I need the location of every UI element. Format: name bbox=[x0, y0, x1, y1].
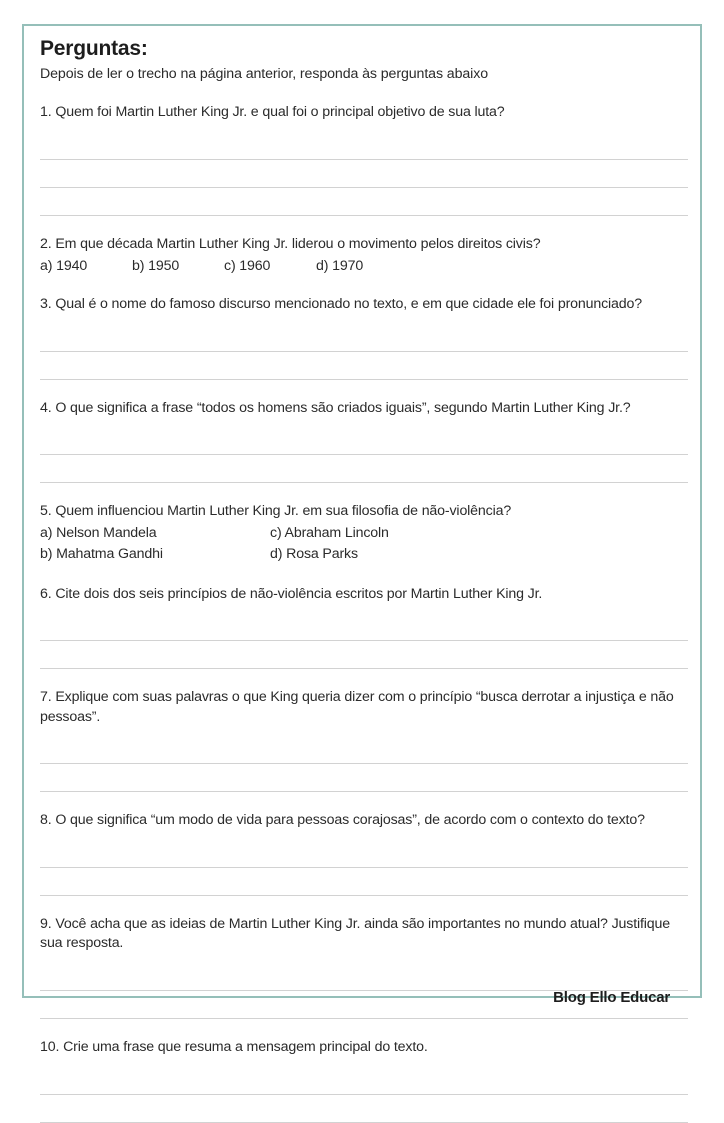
answer-option[interactable]: d) Rosa Parks bbox=[270, 546, 358, 563]
question-block bbox=[40, 502, 688, 565]
answer-line[interactable] bbox=[40, 1067, 688, 1095]
brand-label: Blog Ello Educar bbox=[553, 988, 670, 1006]
answer-options bbox=[40, 523, 688, 566]
question-text: 7. Explique com suas palavras o que King queria dizer com o princípio “busca derrotar a injustiça e não pessoas”. bbox=[40, 689, 674, 725]
answer-lines bbox=[40, 840, 688, 896]
question-text: 6. Cite dois dos seis princípios de não-violência escritos por Martin Luther King Jr. bbox=[40, 585, 543, 602]
answer-lines bbox=[40, 427, 688, 483]
question-block bbox=[40, 585, 688, 670]
answer-line[interactable] bbox=[40, 641, 688, 669]
answer-line[interactable] bbox=[40, 160, 688, 188]
answer-lines bbox=[40, 1067, 688, 1123]
answer-line[interactable] bbox=[40, 1095, 688, 1123]
answer-lines bbox=[40, 613, 688, 669]
question-block bbox=[40, 295, 688, 380]
answer-option-row bbox=[40, 523, 688, 544]
question-block bbox=[40, 399, 688, 484]
question-block bbox=[40, 688, 688, 792]
answer-option[interactable]: c) 1960 bbox=[224, 257, 271, 274]
question-text: 1. Quem foi Martin Luther King Jr. e qual foi o principal objetivo de sua luta? bbox=[40, 104, 505, 121]
worksheet-instructions: Depois de ler o trecho na página anterior, responda às perguntas abaixo bbox=[40, 66, 488, 83]
answer-lines bbox=[40, 324, 688, 380]
answer-line[interactable] bbox=[40, 840, 688, 868]
question-text: 10. Crie uma frase que resuma a mensagem principal do texto. bbox=[40, 1039, 428, 1056]
answer-line[interactable] bbox=[40, 455, 688, 483]
footer-rule-left bbox=[22, 996, 543, 998]
answer-line[interactable] bbox=[40, 427, 688, 455]
worksheet-content bbox=[40, 36, 688, 1123]
answer-lines bbox=[40, 736, 688, 792]
question-text: 2. Em que década Martin Luther King Jr. liderou o movimento pelos direitos civis? bbox=[40, 235, 541, 252]
question-block bbox=[40, 235, 688, 276]
question-text: 8. O que significa “um modo de vida para pessoas corajosas”, de acordo com o contexto do texto? bbox=[40, 812, 645, 829]
question-text: 4. O que significa a frase “todos os homens são criados iguais”, segundo Martin Luther King Jr.? bbox=[40, 399, 631, 416]
question-text: 9. Você acha que as ideias de Martin Luther King Jr. ainda são importantes no mundo atual? Justifique sua resposta. bbox=[40, 915, 670, 952]
answer-line[interactable] bbox=[40, 324, 688, 352]
answer-line[interactable] bbox=[40, 613, 688, 641]
answer-line[interactable] bbox=[40, 352, 688, 380]
question-block bbox=[40, 811, 688, 896]
answer-line[interactable] bbox=[40, 764, 688, 792]
answer-option[interactable]: d) 1970 bbox=[316, 257, 364, 274]
answer-line[interactable] bbox=[40, 132, 688, 160]
answer-option-row bbox=[40, 544, 688, 565]
answer-option[interactable]: b) Mahatma Gandhi bbox=[40, 546, 163, 563]
footer bbox=[22, 984, 702, 1010]
answer-options bbox=[40, 256, 688, 277]
question-text: 5. Quem influenciou Martin Luther King Jr. em sua filosofia de não-violência? bbox=[40, 503, 512, 520]
page-title: Perguntas: bbox=[40, 37, 148, 60]
questions-list bbox=[40, 103, 688, 1122]
answer-option[interactable]: a) 1940 bbox=[40, 257, 88, 274]
answer-line[interactable] bbox=[40, 736, 688, 764]
answer-option[interactable]: c) Abraham Lincoln bbox=[270, 524, 389, 541]
answer-line[interactable] bbox=[40, 188, 688, 216]
question-block bbox=[40, 1038, 688, 1123]
footer-rule-right bbox=[680, 996, 702, 998]
answer-line[interactable] bbox=[40, 868, 688, 896]
question-text: 3. Qual é o nome do famoso discurso mencionado no texto, e em que cidade ele foi pronunciado? bbox=[40, 296, 643, 313]
answer-option[interactable]: a) Nelson Mandela bbox=[40, 524, 157, 541]
question-block bbox=[40, 103, 688, 216]
answer-option[interactable]: b) 1950 bbox=[132, 257, 180, 274]
answer-lines bbox=[40, 132, 688, 216]
